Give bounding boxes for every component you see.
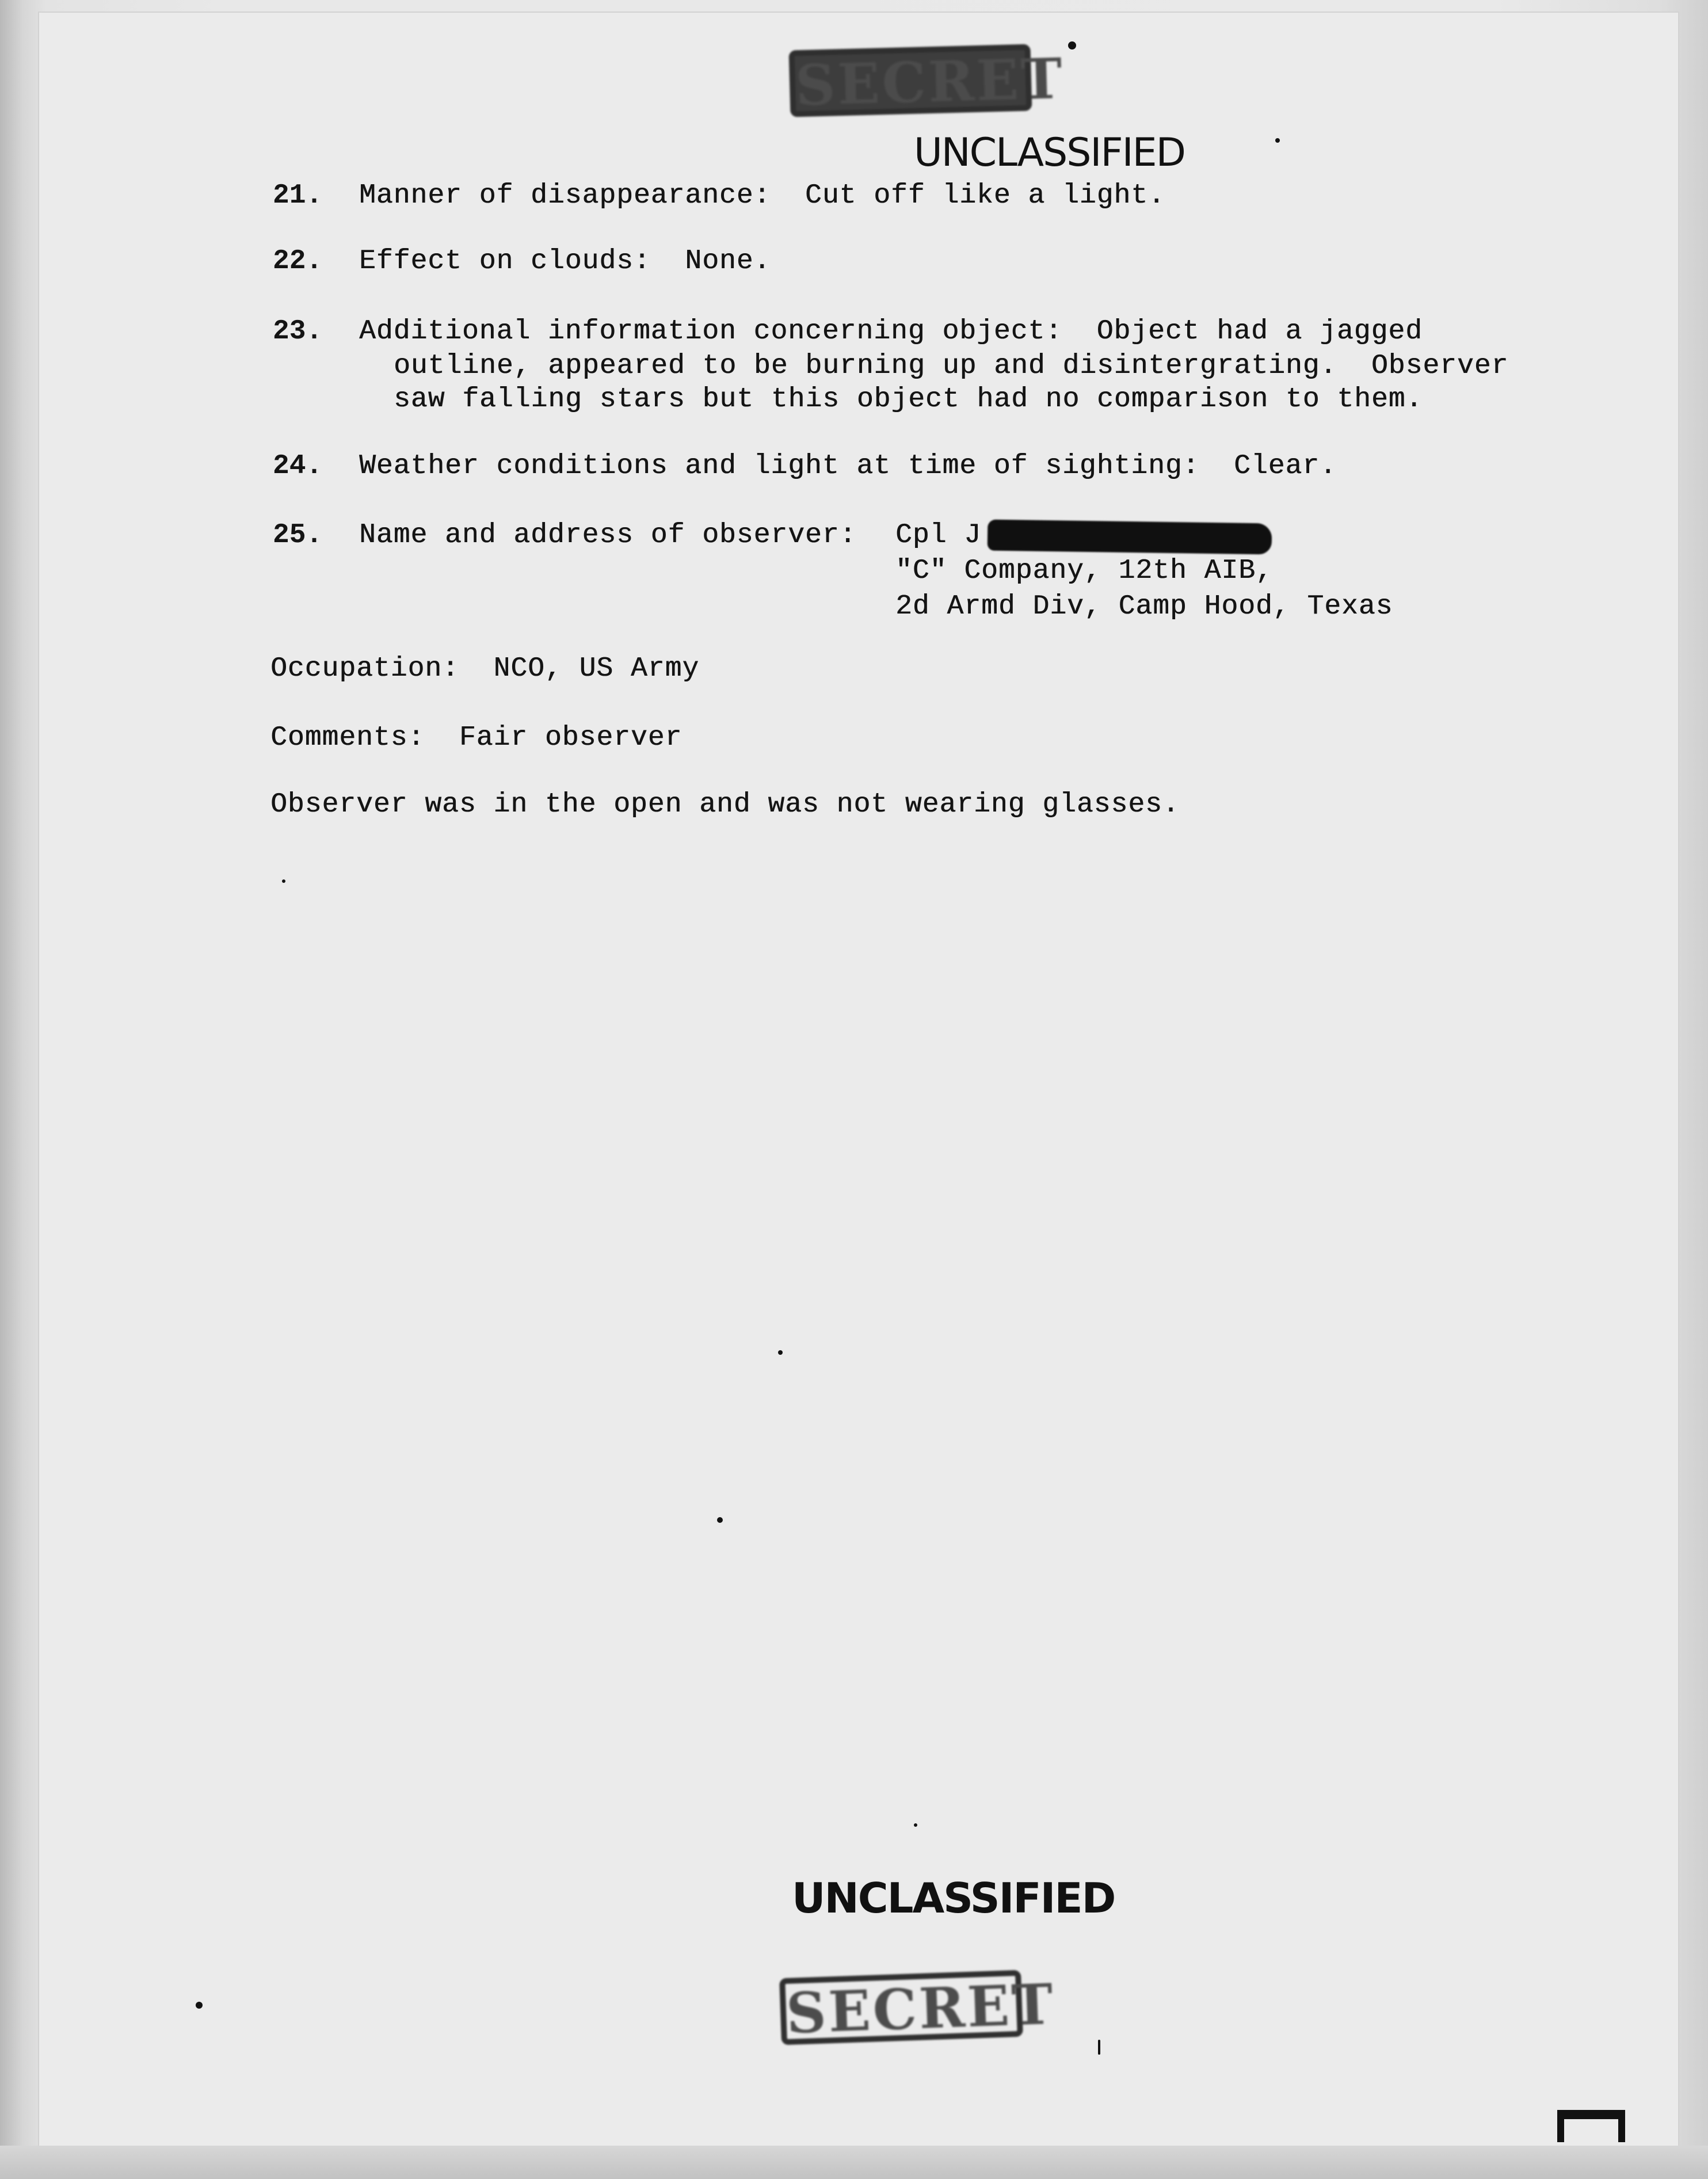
classification-marking-top: UNCLASSIFIED	[914, 130, 1185, 176]
item-22-text: Effect on clouds: None.	[359, 246, 771, 277]
observer-address-line-2: 2d Armd Div, Camp Hood, Texas	[895, 591, 1393, 622]
secret-stamp-top-text: SECRET	[794, 46, 1065, 119]
item-25-number: 25.	[273, 520, 323, 551]
observer-name-prefix: Cpl J	[895, 520, 982, 551]
secret-stamp-bottom	[779, 1970, 1057, 2046]
observer-note: Observer was in the open and was not wearing glasses.	[270, 789, 1180, 820]
scan-speck	[282, 879, 285, 883]
scan-speck	[1068, 41, 1076, 49]
corner-bracket-mark	[1557, 2110, 1625, 2142]
item-24-number: 24.	[273, 451, 323, 482]
item-23-line-3: saw falling stars but this object had no comparison to them.	[394, 384, 1423, 415]
item-24-text: Weather conditions and light at time of sighting: Clear.	[359, 451, 1337, 482]
item-25-text: Name and address of observer:	[359, 520, 857, 551]
scan-speck	[717, 1517, 723, 1523]
secret-stamp-bottom-text: SECRET	[785, 1971, 1057, 2046]
item-23-number: 23.	[273, 316, 323, 347]
item-21-number: 21.	[273, 180, 323, 211]
scan-speck	[914, 1823, 917, 1827]
item-23-line-2: outline, appeared to be burning up and disintergrating. Observer	[394, 351, 1509, 382]
item-22-number: 22.	[273, 246, 323, 277]
scan-speck	[1275, 138, 1280, 143]
item-21-text: Manner of disappearance: Cut off like a light.	[359, 180, 1165, 211]
classification-marking-bottom: UNCLASSIFIED	[792, 1874, 1115, 1922]
observer-address-line-1: "C" Company, 12th AIB,	[895, 555, 1273, 586]
scan-speck	[1098, 2040, 1100, 2055]
scan-bottom-edge	[0, 2146, 1708, 2179]
secret-stamp-top	[789, 44, 1065, 119]
item-23-line-1: Additional information concerning object: Object had a jagged	[359, 316, 1423, 347]
scan-speck	[778, 1350, 783, 1355]
occupation-line: Occupation: NCO, US Army	[270, 653, 700, 684]
redaction-bar	[988, 520, 1272, 555]
scan-speck	[196, 2002, 203, 2009]
comments-line: Comments: Fair observer	[270, 722, 683, 753]
